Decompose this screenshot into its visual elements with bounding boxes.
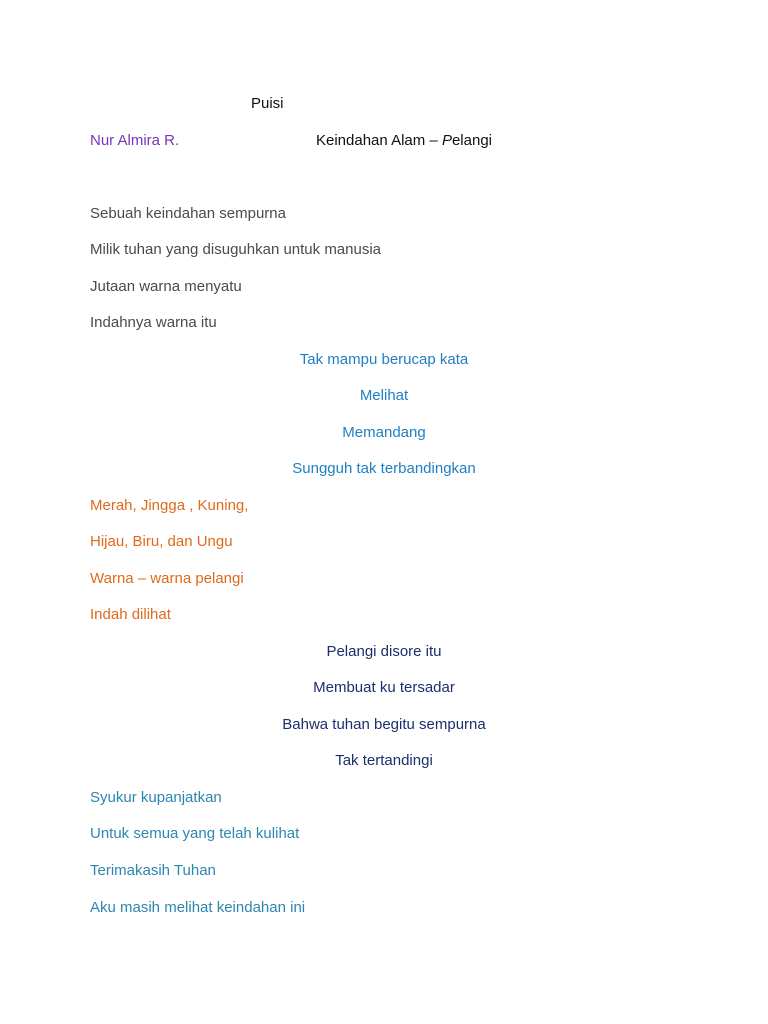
poem-line: Hijau, Biru, dan Ungu: [90, 533, 233, 550]
poem-line: Terimakasih Tuhan: [90, 862, 216, 879]
poem-line: Warna – warna pelangi: [90, 570, 244, 587]
poem-title: [316, 131, 492, 151]
poem-line: Membuat ku tersadar: [313, 679, 455, 696]
poem-line: Milik tuhan yang disuguhkan untuk manusia: [90, 241, 382, 258]
poem-line: Memandang: [342, 424, 426, 441]
poem-line: Merah, Jingga , Kuning,: [90, 497, 249, 514]
poem-line: Melihat: [359, 387, 409, 404]
poem-line: Sebuah keindahan sempurna: [90, 205, 286, 222]
author-name: Nur Almira R.: [90, 132, 180, 149]
poem-line: Jutaan warna menyatu: [90, 278, 242, 295]
poem-line: Syukur kupanjatkan: [90, 789, 222, 806]
poem-title-p: P: [441, 132, 452, 149]
poem-title-rest: elangi: [451, 132, 492, 149]
poem-line: Indah dilihat: [90, 606, 171, 623]
poem-line: Pelangi disore itu: [326, 643, 442, 660]
poem-line: Untuk semua yang telah kulihat: [90, 825, 300, 842]
poem-line: Tak tertandingi: [335, 752, 433, 769]
poem-line: Indahnya warna itu: [90, 314, 217, 331]
document-label: Puisi: [251, 95, 284, 112]
poem-line: Aku masih melihat keindahan ini: [90, 899, 306, 916]
poem-line: Tak mampu berucap kata: [299, 351, 469, 368]
poem-line: Sungguh tak terbandingkan: [292, 460, 476, 477]
poem-line: Bahwa tuhan begitu sempurna: [282, 716, 486, 733]
poem-title-main: Keindahan Alam –: [316, 132, 442, 149]
